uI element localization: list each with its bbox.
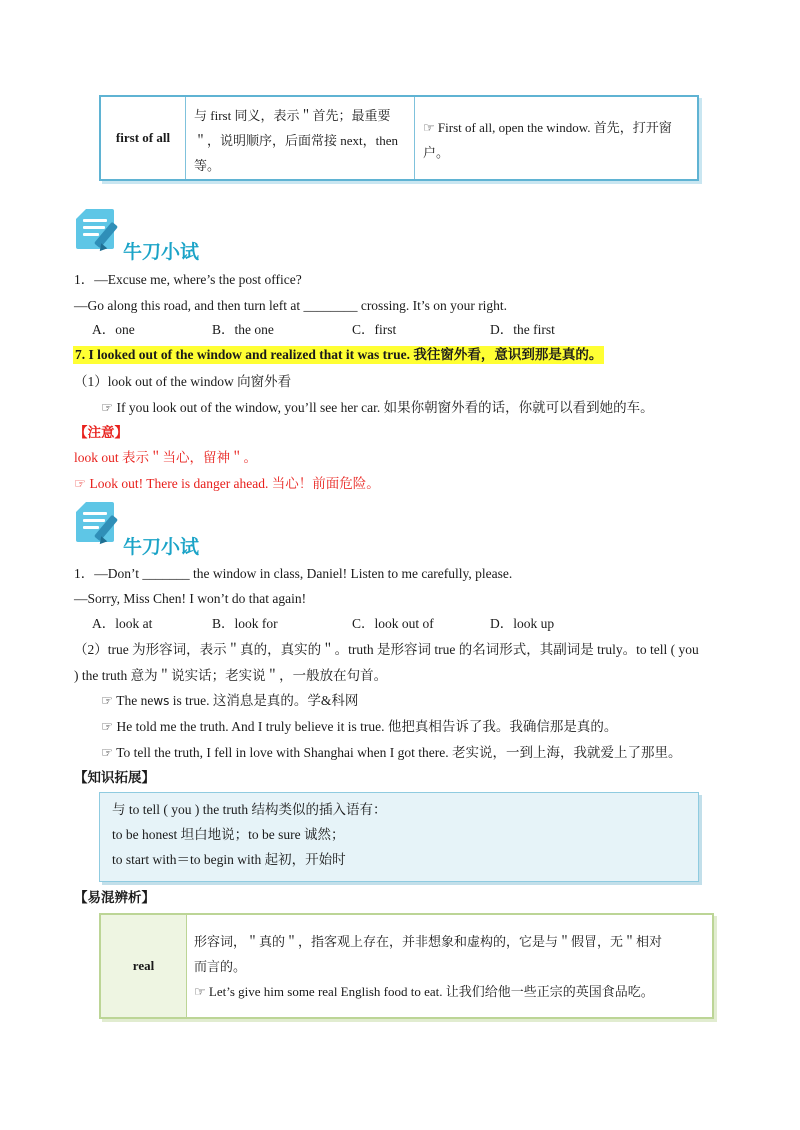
quiz2-options — [92, 615, 692, 633]
quiz2-question-line1: 1．—Don’t _______ the window in class, Daniel! Listen to me carefully, please. — [74, 566, 513, 581]
note-line2: ☞ Look out! There is danger ahead. 当心！前面危险。 — [74, 476, 380, 491]
point7-sub1: （1）look out of the window 向窗外看 — [74, 374, 292, 389]
note-pencil-icon — [74, 500, 122, 548]
point7-example1: ☞ If you look out of the window, you’ll see her car. 如果你朝窗外看的话，你就可以看到她的车。 — [101, 400, 654, 415]
note-pencil-icon — [74, 207, 122, 255]
meaning-cell: 与 first 同义，表示＂首先；最重要＂，说明顺序，后面常接 next，then 等。 — [186, 97, 415, 179]
section-title: 牛刀小试 — [123, 536, 200, 558]
expansion-label: 【知识拓展】 — [74, 770, 155, 785]
note-label: 【注意】 — [74, 425, 128, 440]
quiz1-option-d: D．the first — [490, 322, 555, 337]
quiz2-question-line2: —Sorry, Miss Chen! I won’t do that again! — [74, 591, 307, 606]
point7-heading: 7. I looked out of the window and realized that it was true. 我往窗外看，意识到那是真的。 — [75, 347, 603, 362]
point7-2-example1 — [101, 692, 358, 710]
definition-line1: 形容词，＂真的＂，指客观上存在，并非想象和虚构的，它是与＂假冒，无＂相对 — [194, 934, 663, 949]
expansion-line2: to be honest 坦白地说；to be sure 诚然； — [112, 827, 345, 842]
confusion-table — [99, 913, 714, 1019]
term-cell: first of all — [101, 97, 186, 179]
definition-line2: 而言的。 — [194, 959, 247, 974]
point7-2-example2: ☞ He told me the truth. And I truly believe it is true. 他把真相告诉了我。我确信那是真的。 — [101, 719, 618, 734]
quiz2-option-c: C．look out of — [352, 616, 434, 631]
section-title: 牛刀小试 — [123, 241, 200, 263]
expansion-box — [99, 792, 699, 882]
expansion-line3: to start with＝to begin with 起初，开始时 — [112, 852, 346, 867]
quiz2-option-a: A．look at — [92, 616, 153, 631]
quiz1-option-b: B．the one — [212, 322, 274, 337]
quiz1-options — [92, 321, 692, 339]
confusion-definition — [186, 915, 712, 1017]
quiz1-option-a: A．one — [92, 322, 135, 337]
quiz1-question-line1: 1．—Excuse me, where’s the post office? — [74, 272, 302, 287]
quiz2-option-d: D．look up — [490, 616, 555, 631]
confusion-label: 【易混辨析】 — [74, 890, 155, 905]
expansion-line1: 与 to tell ( you ) the truth 结构类似的插入语有： — [112, 802, 387, 817]
quiz1-question-line2: —Go along this road, and then turn left at ________ crossing. It’s on your right. — [74, 298, 508, 313]
definition-example: ☞ Let’s give him some real English food to eat. 让我们给他一些正宗的英国食品吃。 — [194, 984, 654, 999]
example-cell: ☞ First of all, open the window. 首先，打开窗户。 — [423, 120, 672, 160]
point7-2-example3: ☞ To tell the truth, I fell in love with Shanghai when I got there. 老实说，一到上海，我就爱上了那里。 — [101, 745, 682, 760]
example1-suffix: is true. 这消息是真的。学&科网 — [169, 693, 359, 708]
vocab-table-first-of-all — [99, 95, 699, 181]
quiz1-option-c: C．first — [352, 322, 397, 337]
example1-prefix: ☞ The ne — [101, 693, 154, 708]
point7-2-line1: （2）true 为形容词，表示＂真的，真实的＂。truth 是形容词 true 的名词形式，其副词是 truly。to tell ( you — [74, 642, 699, 657]
example1-handwritten: ws — [153, 694, 170, 708]
confusion-term: real — [101, 915, 187, 1017]
quiz2-option-b: B．look for — [212, 616, 278, 631]
note-line1: look out 表示＂当心，留神＂。 — [74, 450, 258, 465]
point7-2-line2: ) the truth 意为＂说实话；老实说＂，一般放在句首。 — [74, 668, 388, 683]
